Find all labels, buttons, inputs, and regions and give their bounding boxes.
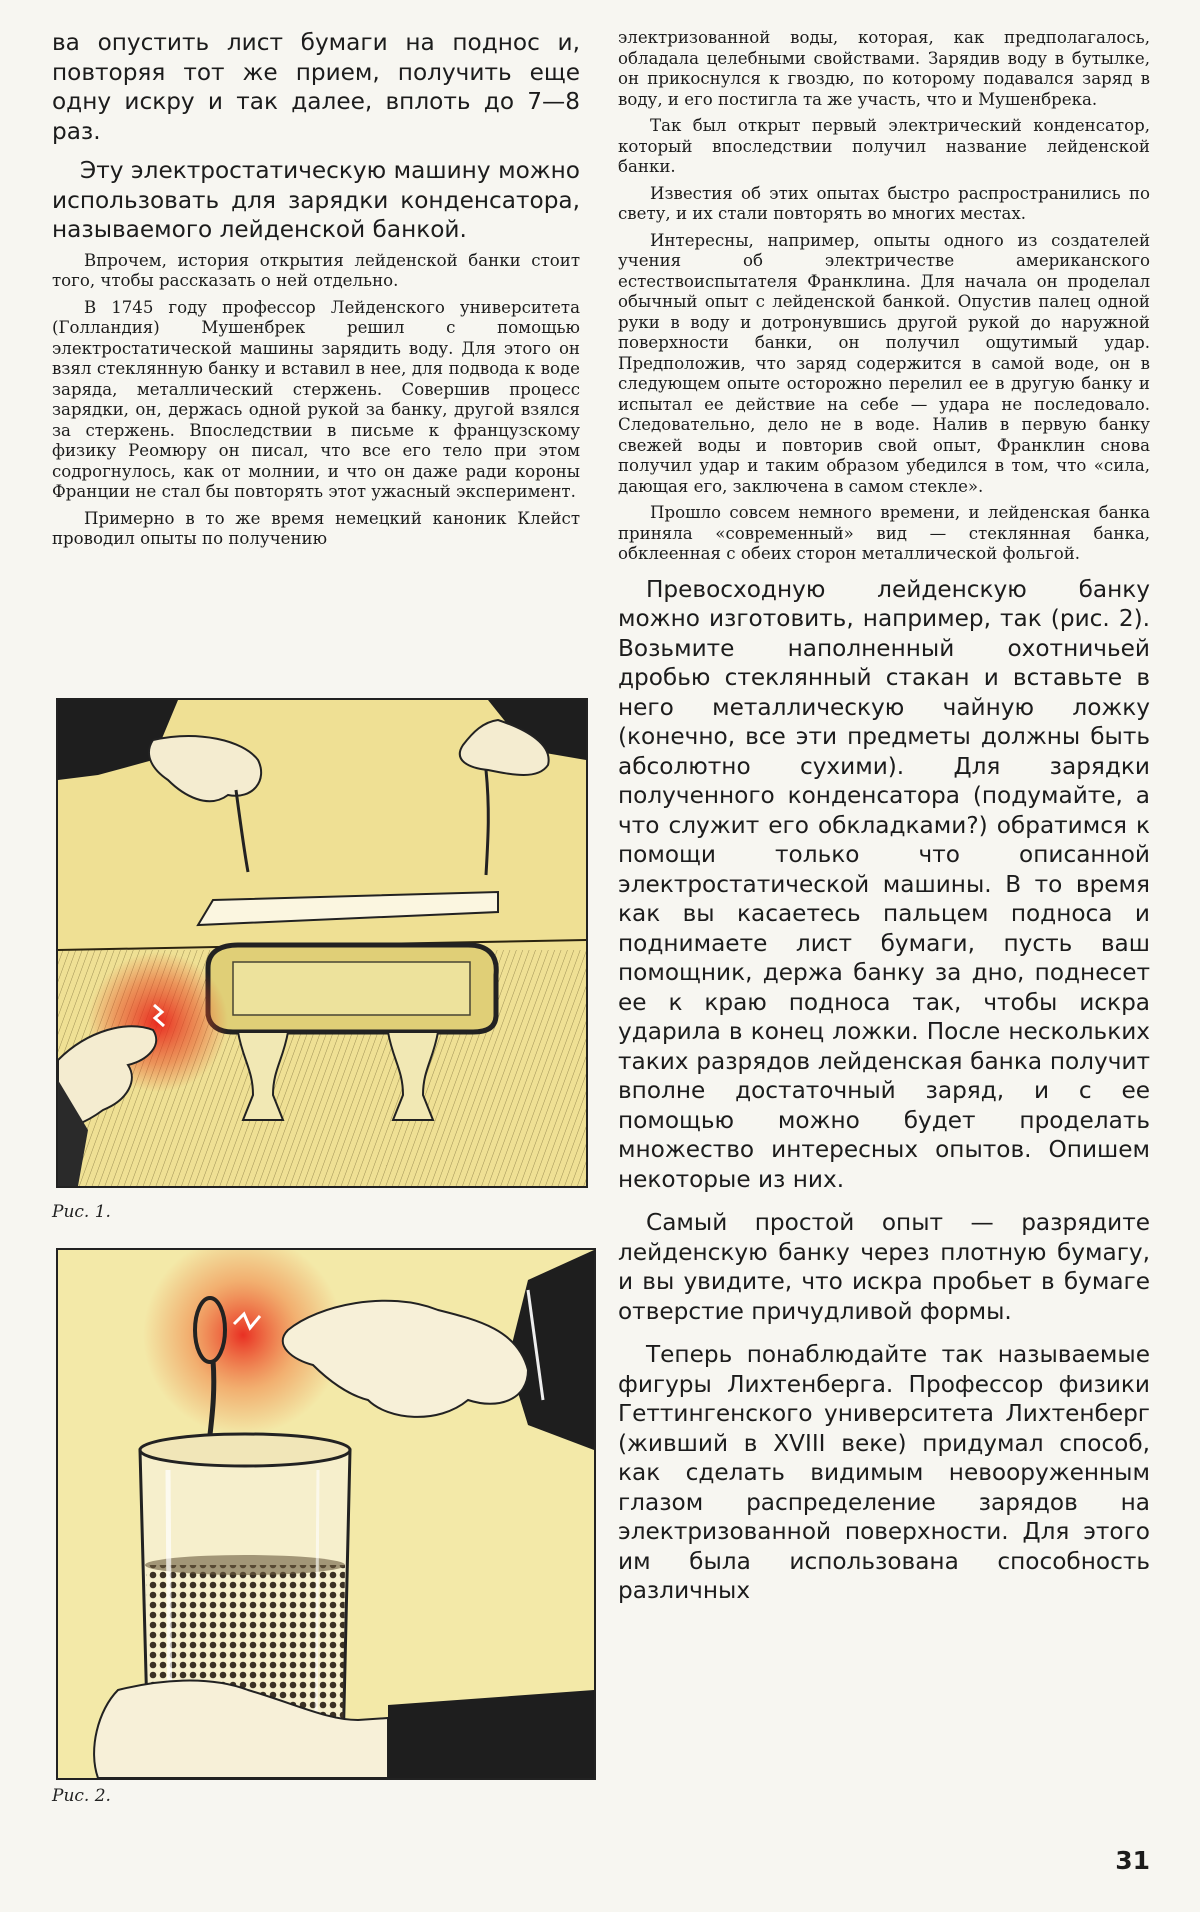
paragraph: ва опустить лист бумаги на поднос и, повторяя тот же прием, получить еще одну искру и так далее, вплоть до 7—8 раз. (52, 29, 580, 145)
paragraph: электризованной воды, которая, как предполагалось, обладала целебными свойствами. Зарядив воду в бутылке, он прикоснулся к гвоздю, по которому подавался заряд в воду, и его постигла та же участь, что и Мушенбрека. (618, 28, 1150, 109)
page-number: 31 (1115, 1846, 1150, 1875)
paragraph: Впрочем, история открытия лейденской банки стоит того, чтобы рассказать о ней отдельно. (52, 250, 580, 290)
figure-2-caption: Рис. 2. (52, 1786, 111, 1806)
paragraph: В 1745 году профессор Лейденского университета (Голландия) Мушенбрек решил с помощью электростатической машины зарядить воду. Для этого он взял стеклянную банку и вставил в нее, для подвода к воде заряда, металлический стержень. Совершив процесс зарядки, он, держась одной рукой за банку, другой взялся за стержень. Впоследствии в письме к французскому физику Реомюру он писал, что все его тело при этом содрогнулось, как от молнии, и что он даже ради короны Франции не стал бы повторять этот ужасный эксперимент. (52, 297, 580, 501)
paragraph: Известия об этих опытах быстро распространились по свету, и их стали повторять во многих местах. (618, 183, 1150, 223)
paragraph: Теперь понаблюдайте так называемые фигуры Лихтенберга. Профессор физики Геттингенского университета Лихтенберг (живший в XVIII веке) придумал способ, как сделать видимым невооруженным глазом распределение зарядов на электризованной поверхности. Для этого им была использована способность различных (618, 1341, 1150, 1604)
paragraph: Прошло совсем немного времени, и лейденская банка приняла «современный» вид — стеклянная банка, обклеенная с обеих сторон металлической фольгой. (618, 503, 1150, 563)
left-column (52, 28, 580, 550)
paragraph: Превосходную лейденскую банку можно изготовить, например, так (рис. 2). Возьмите наполненный охотничьей дробью стеклянный стакан и вставьте в него металлическую чайную ложку (конечно, все эти предметы должны быть абсолютно сухими). Для зарядки полученного конденсатора (подумайте, а что служит его обкладками?) обратимся к помощи только что описанной электростатической машины. В то время как вы касаетесь пальцем подноса и поднимаете лист бумаги, пусть ваш помощник, держа банку за дно, поднесет ее к краю подноса так, чтобы искра ударила в конец ложки. После нескольких таких разрядов лейденская банка получит вполне достаточный заряд, и с ее помощью можно будет проделать множество интересных опытов. Опишем некоторые из них. (618, 575, 1150, 1193)
paper-tray-spark-illustration (58, 700, 586, 1186)
figure-1-caption: Рис. 1. (52, 1202, 111, 1222)
paragraph: Так был открыт первый электрический конденсатор, который впоследствии получил название лейденской банки. (618, 116, 1150, 176)
figure-2-illustration (56, 1248, 596, 1780)
leyden-jar-spoon-illustration (58, 1250, 594, 1778)
paragraph: Примерно в то же время немецкий каноник Клейст проводил опыты по получению (52, 508, 580, 548)
right-column (618, 28, 1150, 1606)
paragraph: Интересны, например, опыты одного из создателей учения об электричестве американского естествоиспытателя Франклина. Для начала он проделал обычный опыт с лейденской банкой. Опустив палец одной руки в воду и дотронувшись другой рукой до наружной поверхности банки, он получил ощутимый удар. Предположив, что заряд содержится в самой воде, он в следующем опыте осторожно перелил ее в другую банку и испытал ее действие на себе — удара не последовало. Следовательно, дело не в воде. Налив в первую банку свежей воды и повторив свой опыт, Франклин снова получил удар и таким образом убедился в том, что «сила, дающая его, заключена в самом стекле». (618, 230, 1150, 496)
paragraph: Самый простой опыт — разрядите лейденскую банку через плотную бумагу, и вы увидите, что искра пробьет в бумаге отверстие причудливой формы. (618, 1209, 1150, 1325)
figure-1-illustration (56, 698, 588, 1188)
paragraph: Эту электростатическую машину можно использовать для зарядки конденсатора, называемого лейденской банкой. (52, 157, 580, 243)
